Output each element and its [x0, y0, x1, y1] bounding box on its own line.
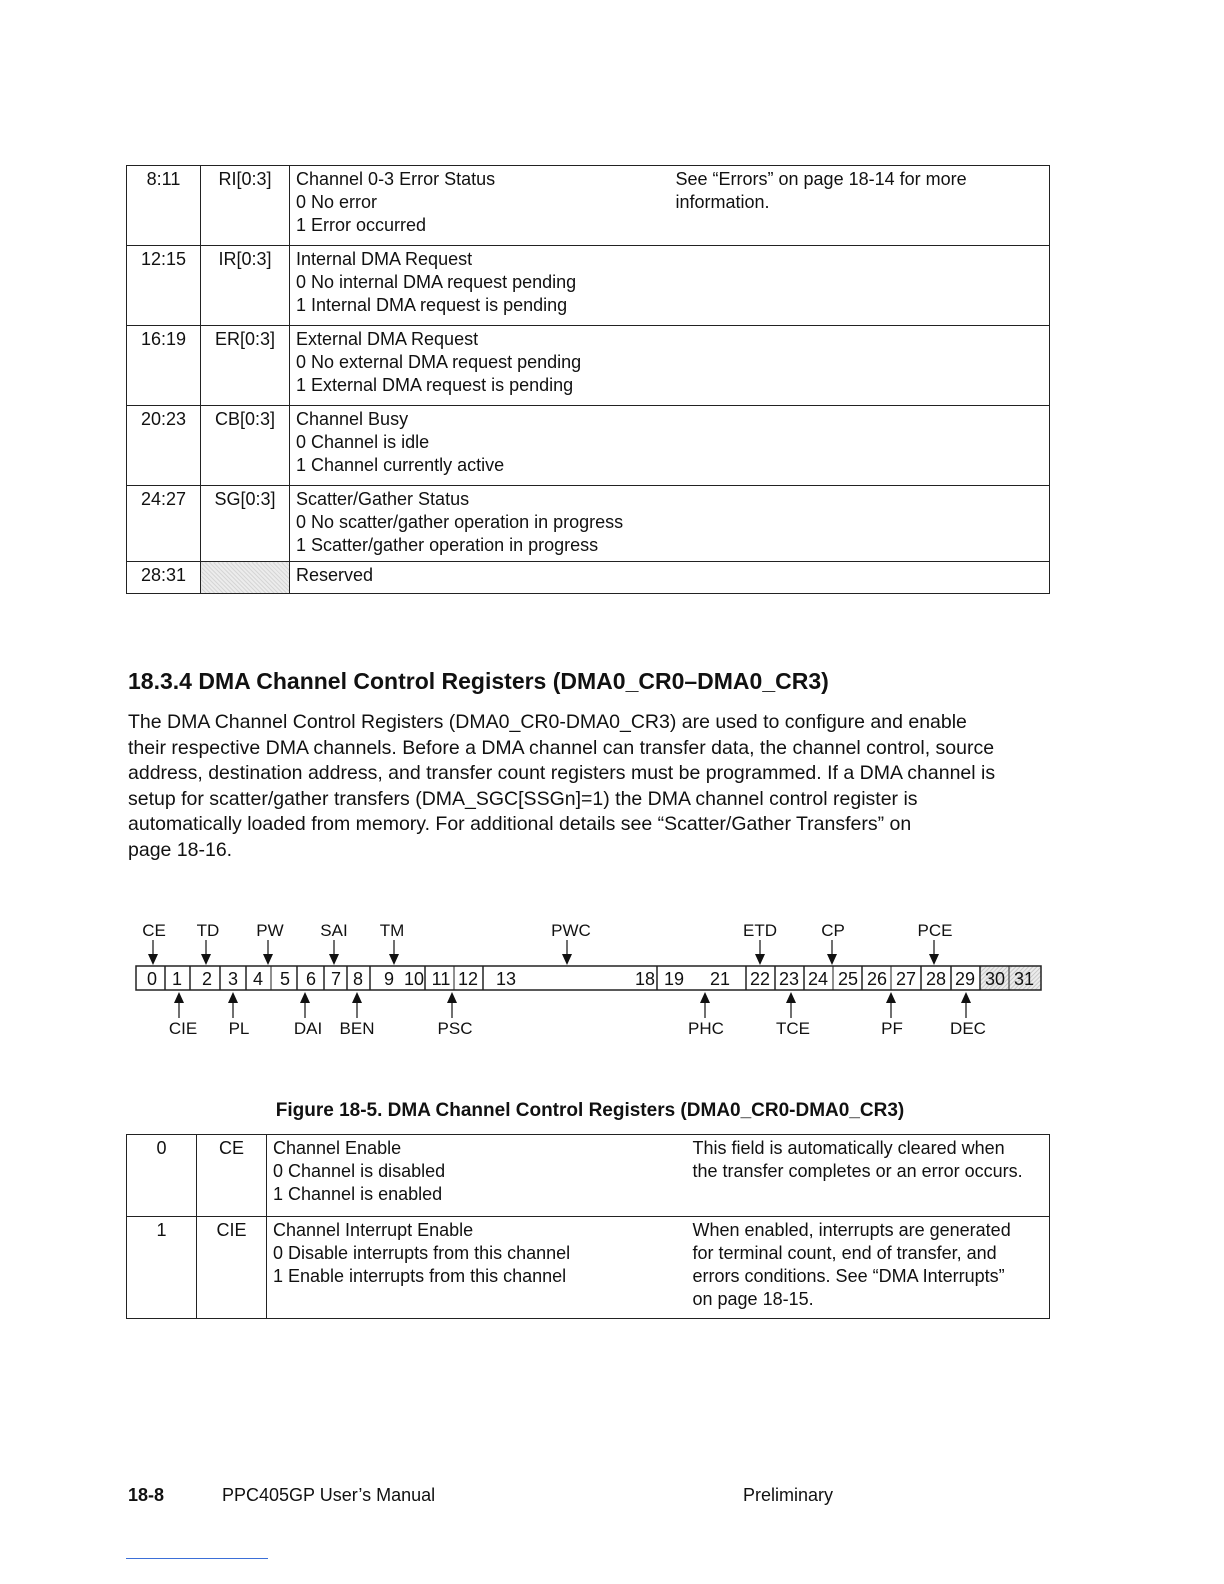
bit-range-cell: 8:11: [127, 166, 201, 246]
description-line: Channel 0-3 Error Status: [296, 169, 496, 189]
bottom-field-label: [881, 992, 903, 1038]
field-row: [127, 166, 1050, 246]
field-name-cell: RI[0:3]: [201, 166, 290, 246]
bottom-field-label: [228, 992, 249, 1038]
down-arrow-head: [755, 954, 765, 965]
notes-line: This field is automatically cleared when: [692, 1138, 1005, 1158]
bottom-field-label: [438, 992, 473, 1038]
field-name-cell: IR[0:3]: [201, 246, 290, 326]
down-arrow-head: [329, 954, 339, 965]
bit-number-label: 23: [778, 969, 800, 989]
top-field-label: [380, 921, 405, 965]
top-field-label: [551, 921, 591, 965]
field-description-cell: [290, 246, 670, 326]
description-line: 1 Internal DMA request is pending: [296, 295, 568, 315]
bit-number-label: 1: [171, 969, 183, 989]
description-line: Reserved: [296, 565, 374, 585]
bit-range-cell: 16:19: [127, 326, 201, 406]
field-label-text: ETD: [743, 921, 777, 940]
field-label-text: TCE: [776, 1019, 810, 1038]
bit-number-labels: [147, 969, 1034, 989]
top-field-label: [743, 921, 777, 965]
paragraph-line: automatically loaded from memory. For additional details see “Scatter/Gather Transfers” on: [128, 813, 912, 835]
bit-number-label: 19: [663, 969, 685, 989]
bottom-field-label: [776, 992, 810, 1038]
bit-number-label: 13: [496, 969, 517, 989]
bit-range-cell: 12:15: [127, 246, 201, 326]
field-name-cell: [201, 562, 290, 594]
bit-range-cell: 20:23: [127, 406, 201, 486]
paragraph-line: The DMA Channel Control Registers (DMA0_CR0-DMA0_CR3) are used to configure and enable: [128, 711, 967, 733]
notes-line: When enabled, interrupts are generated: [692, 1220, 1011, 1240]
bit-number-label: 24: [807, 969, 829, 989]
field-description-cell: [290, 406, 670, 486]
down-arrow-head: [201, 954, 211, 965]
bit-number-label: 25: [837, 969, 859, 989]
paragraph-line: page 18-16.: [128, 838, 233, 861]
notes-line: the transfer completes or an error occurs.: [692, 1161, 1023, 1181]
field-label-text: PW: [256, 921, 284, 940]
field-notes-cell: [670, 246, 1050, 326]
field-notes-cell: [670, 166, 1050, 246]
bottom-field-label: [688, 992, 724, 1038]
bottom-field-table-body: [127, 1135, 1050, 1319]
top-field-label: [256, 921, 283, 965]
field-description-cell: [290, 326, 670, 406]
bit-number-label: 5: [279, 969, 291, 989]
top-field-label: [918, 921, 953, 965]
description-line: 1 Error occurred: [296, 215, 427, 235]
notes-line: for terminal count, end of transfer, and: [692, 1243, 997, 1263]
field-row: [127, 1135, 1050, 1217]
field-row: [127, 1217, 1050, 1319]
top-field-label: [821, 921, 845, 965]
top-field-label: [142, 921, 166, 965]
paragraph-line: their respective DMA channels. Before a DMA channel can transfer data, the channel control, source: [128, 736, 995, 759]
description-line: 0 No error: [296, 192, 378, 212]
field-description-cell: [290, 166, 670, 246]
field-row: [127, 246, 1050, 326]
bit-number-label: 27: [895, 969, 917, 989]
bit-number-label: 21: [709, 969, 730, 989]
field-description-cell: [267, 1217, 687, 1319]
register-bit-diagram: [0, 900, 1224, 1050]
field-label-text: PHC: [688, 1019, 724, 1038]
bit-number-label: 4: [252, 969, 264, 989]
description-line: External DMA Request: [296, 329, 479, 349]
bit-number-label: 31: [1013, 969, 1035, 989]
description-line: 1 Scatter/gather operation in progress: [296, 535, 599, 555]
top-field-table-body: [127, 166, 1050, 594]
description-line: 1 External DMA request is pending: [296, 375, 574, 395]
paragraph-line: address, destination address, and transfer count registers must be programmed. If a DMA channel is: [128, 762, 996, 784]
bit-number-label: 6: [305, 969, 317, 989]
bit-range-cell: 24:27: [127, 486, 201, 562]
notes-line: See “Errors” on page 18-14 for more: [675, 169, 967, 189]
bit-number-label: 2: [201, 969, 213, 989]
description-line: 0 No scatter/gather operation in progress: [296, 512, 624, 532]
bit-number-label: 8: [352, 969, 364, 989]
field-notes-cell: [687, 1135, 1050, 1217]
field-row: [127, 562, 1050, 594]
down-arrow-head: [389, 954, 399, 965]
bottom-field-label: [340, 992, 375, 1038]
field-label-text: DAI: [293, 1019, 323, 1038]
field-label-text: PF: [881, 1019, 903, 1038]
bit-range-cell: 1: [127, 1217, 197, 1319]
bit-number-label: 29: [954, 969, 976, 989]
field-label-text: SAI: [320, 921, 348, 940]
bit-number-label: 30: [984, 969, 1006, 989]
field-label-text: PL: [228, 1019, 250, 1038]
description-line: Internal DMA Request: [296, 249, 473, 269]
footer-status: Preliminary: [743, 1485, 834, 1505]
bit-number-label: 18: [634, 969, 656, 989]
field-name-cell: CB[0:3]: [201, 406, 290, 486]
bit-number-label: 3: [227, 969, 239, 989]
field-row: [127, 326, 1050, 406]
description-line: 1 Channel currently active: [296, 455, 505, 475]
bit-number-label: 28: [925, 969, 947, 989]
field-row: [127, 406, 1050, 486]
notes-line: on page 18-15.: [692, 1289, 814, 1309]
description-line: 0 Disable interrupts from this channel: [273, 1243, 571, 1263]
description-line: 1 Channel is enabled: [273, 1184, 443, 1204]
description-line: Scatter/Gather Status: [296, 489, 470, 509]
description-line: 0 Channel is idle: [296, 432, 430, 452]
down-arrow-head: [929, 954, 939, 965]
field-label-text: PSC: [437, 1019, 473, 1038]
field-label-text: CE: [142, 921, 166, 940]
bit-number-label: 0: [146, 969, 158, 989]
section-heading: 18.3.4 DMA Channel Control Registers (DMA0_CR0–DMA0_CR3): [128, 668, 829, 694]
description-line: 0 No internal DMA request pending: [296, 272, 577, 292]
description-line: Channel Busy: [296, 409, 409, 429]
description-line: 0 No external DMA request pending: [296, 352, 582, 372]
top-field-label: [197, 921, 220, 965]
top-field-labels: [142, 921, 952, 965]
bottom-field-table: [126, 1134, 1050, 1319]
field-label-text: CIE: [168, 1019, 198, 1038]
notes-line: errors conditions. See “DMA Interrupts”: [692, 1266, 1005, 1286]
bottom-field-labels: [169, 992, 986, 1038]
bottom-field-label: [950, 992, 986, 1038]
down-arrow-head: [148, 954, 158, 965]
footer-manual-title: PPC405GP User’s Manual: [222, 1485, 436, 1505]
field-label-text: PWC: [551, 921, 591, 940]
field-label-text: PCE: [917, 921, 953, 940]
section-paragraph: [128, 710, 1068, 863]
description-line: Channel Interrupt Enable: [273, 1220, 474, 1240]
notes-line: information.: [675, 192, 770, 212]
bit-number-label: 10: [403, 969, 425, 989]
field-description-cell: [290, 562, 670, 594]
field-description-cell: [290, 486, 670, 562]
footer-page-number: 18-8: [128, 1485, 165, 1505]
field-notes-cell: [687, 1217, 1050, 1319]
field-name-cell: CIE: [197, 1217, 267, 1319]
bottom-field-label: [169, 992, 197, 1038]
field-label-text: TM: [379, 921, 405, 940]
paragraph-line: setup for scatter/gather transfers (DMA_SGC[SSGn]=1) the DMA channel control register is: [128, 787, 918, 810]
field-name-cell: ER[0:3]: [201, 326, 290, 406]
top-field-table: [126, 165, 1050, 594]
down-arrow-head: [263, 954, 273, 965]
description-line: Channel Enable: [273, 1138, 402, 1158]
field-name-cell: CE: [197, 1135, 267, 1217]
field-row: [127, 486, 1050, 562]
field-label-text: BEN: [339, 1019, 375, 1038]
bottom-field-label: [294, 992, 322, 1038]
footer-rule: [126, 1558, 268, 1559]
field-notes-cell: [670, 562, 1050, 594]
bit-range-cell: 28:31: [127, 562, 201, 594]
figure-caption: Figure 18-5. DMA Channel Control Registers (DMA0_CR0-DMA0_CR3): [275, 1100, 905, 1121]
field-label-text: CP: [821, 921, 845, 940]
top-field-label: [320, 921, 347, 965]
down-arrow-head: [827, 954, 837, 965]
description-line: 1 Enable interrupts from this channel: [273, 1266, 567, 1286]
bit-number-label: 26: [866, 969, 888, 989]
bit-number-label: 12: [457, 969, 479, 989]
bit-number-label: 22: [749, 969, 771, 989]
description-line: 0 Channel is disabled: [273, 1161, 446, 1181]
field-label-text: DEC: [950, 1019, 986, 1038]
field-name-cell: SG[0:3]: [201, 486, 290, 562]
field-description-cell: [267, 1135, 687, 1217]
bit-range-cell: 0: [127, 1135, 197, 1217]
field-notes-cell: [670, 326, 1050, 406]
bit-number-label: 7: [330, 969, 342, 989]
down-arrow-head: [562, 954, 572, 965]
bit-number-label: 11: [431, 969, 451, 989]
bit-number-label: 9: [383, 969, 395, 989]
field-notes-cell: [670, 486, 1050, 562]
field-label-text: TD: [196, 921, 220, 940]
field-notes-cell: [670, 406, 1050, 486]
